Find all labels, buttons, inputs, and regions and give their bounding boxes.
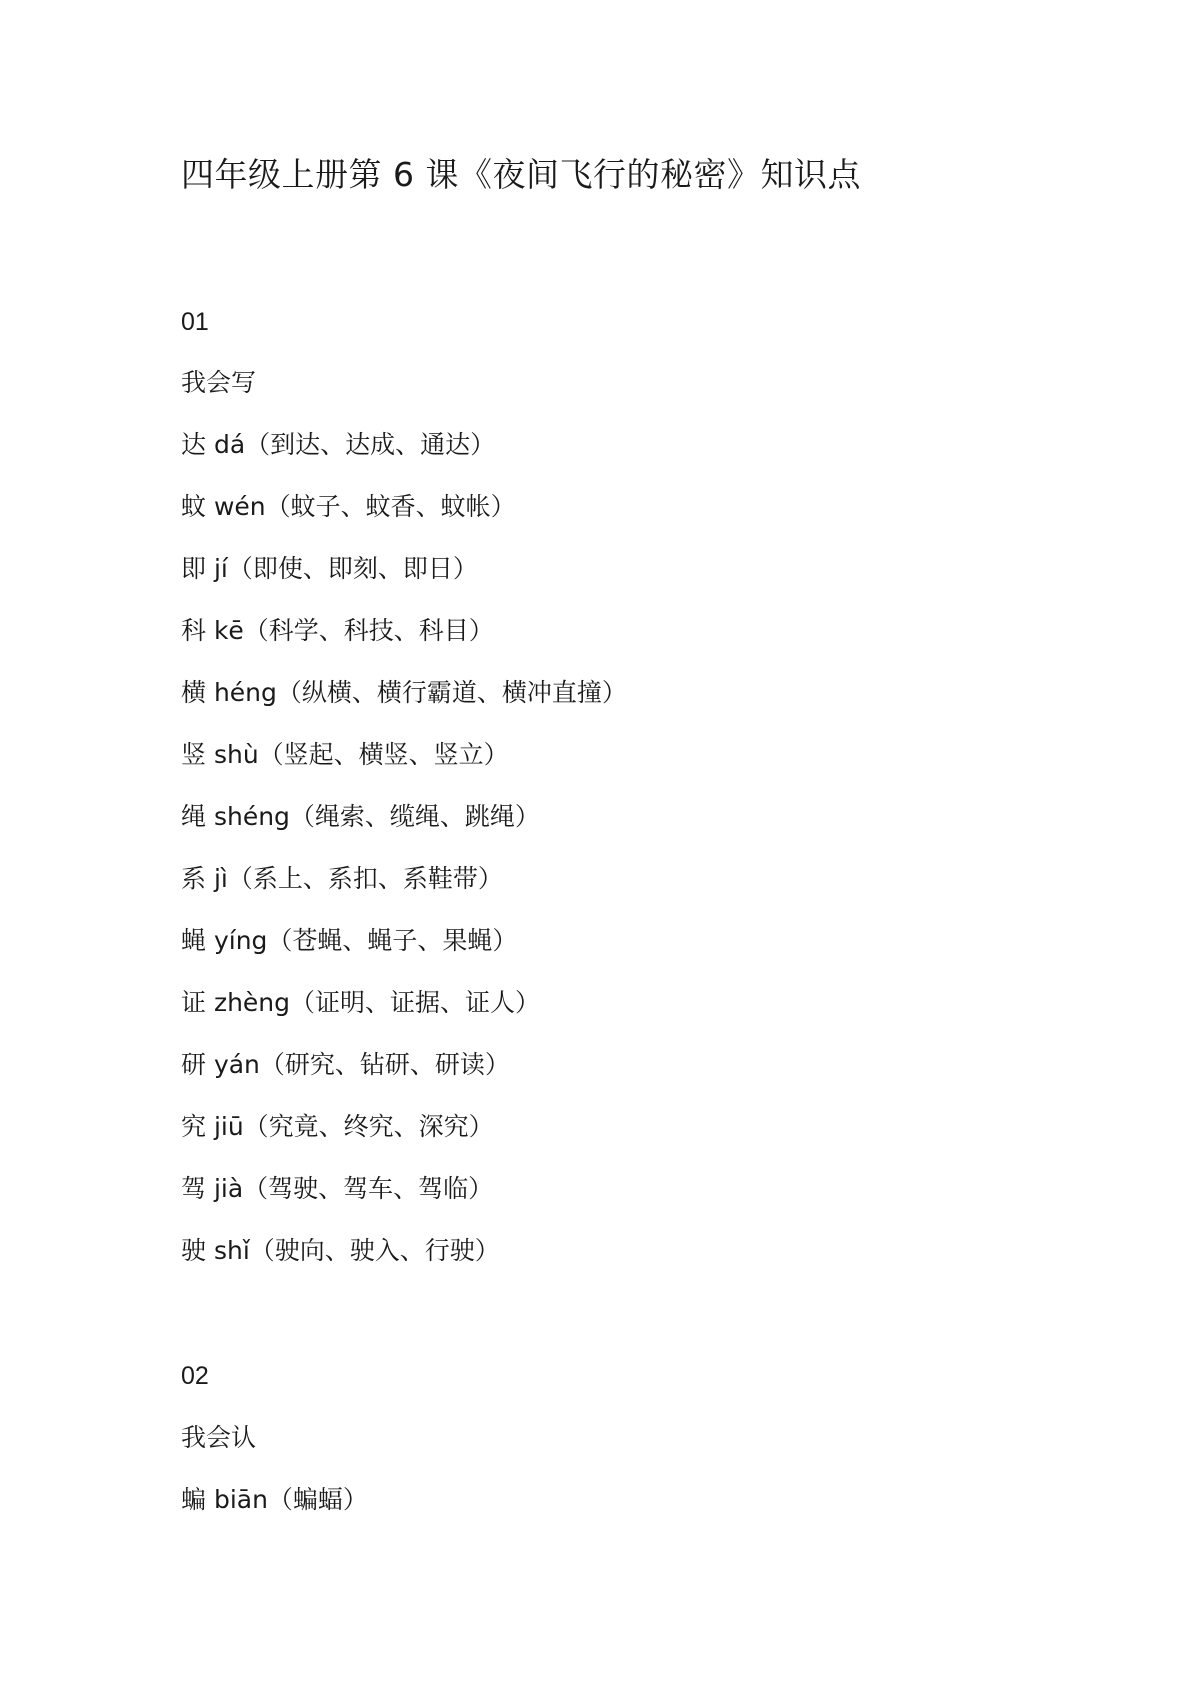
write-entry: 竖 shù（竖起、横竖、竖立） bbox=[181, 740, 509, 769]
write-entry: 达 dá（到达、达成、通达） bbox=[181, 430, 496, 459]
section-1-heading: 我会写 bbox=[181, 368, 257, 397]
write-entry: 证 zhèng（证明、证据、证人） bbox=[181, 988, 541, 1017]
write-entry: 横 héng（纵横、横行霸道、横冲直撞） bbox=[181, 678, 627, 707]
write-entry: 驾 jià（驾驶、驾车、驾临） bbox=[181, 1174, 494, 1203]
section-1-number: 01 bbox=[181, 308, 209, 336]
write-entry: 系 jì（系上、系扣、系鞋带） bbox=[181, 864, 503, 893]
write-entry: 蝇 yíng（苍蝇、蝇子、果蝇） bbox=[181, 926, 518, 955]
write-entry: 究 jiū（究竟、终究、深究） bbox=[181, 1112, 494, 1141]
write-entry: 蚊 wén（蚊子、蚊香、蚊帐） bbox=[181, 492, 516, 521]
write-entry: 科 kē（科学、科技、科目） bbox=[181, 616, 494, 645]
write-entry: 研 yán（研究、钻研、研读） bbox=[181, 1050, 510, 1079]
recognize-entry: 蝙 biān（蝙蝠） bbox=[181, 1485, 368, 1514]
section-2-heading: 我会认 bbox=[181, 1423, 257, 1452]
write-entry: 即 jí（即使、即刻、即日） bbox=[181, 554, 478, 583]
write-entry: 驶 shǐ（驶向、驶入、行驶） bbox=[181, 1236, 500, 1265]
write-entry: 绳 shéng（绳索、缆绳、跳绳） bbox=[181, 802, 540, 831]
section-2-number: 02 bbox=[181, 1362, 209, 1390]
page-title: 四年级上册第 6 课《夜间飞行的秘密》知识点 bbox=[181, 155, 861, 194]
